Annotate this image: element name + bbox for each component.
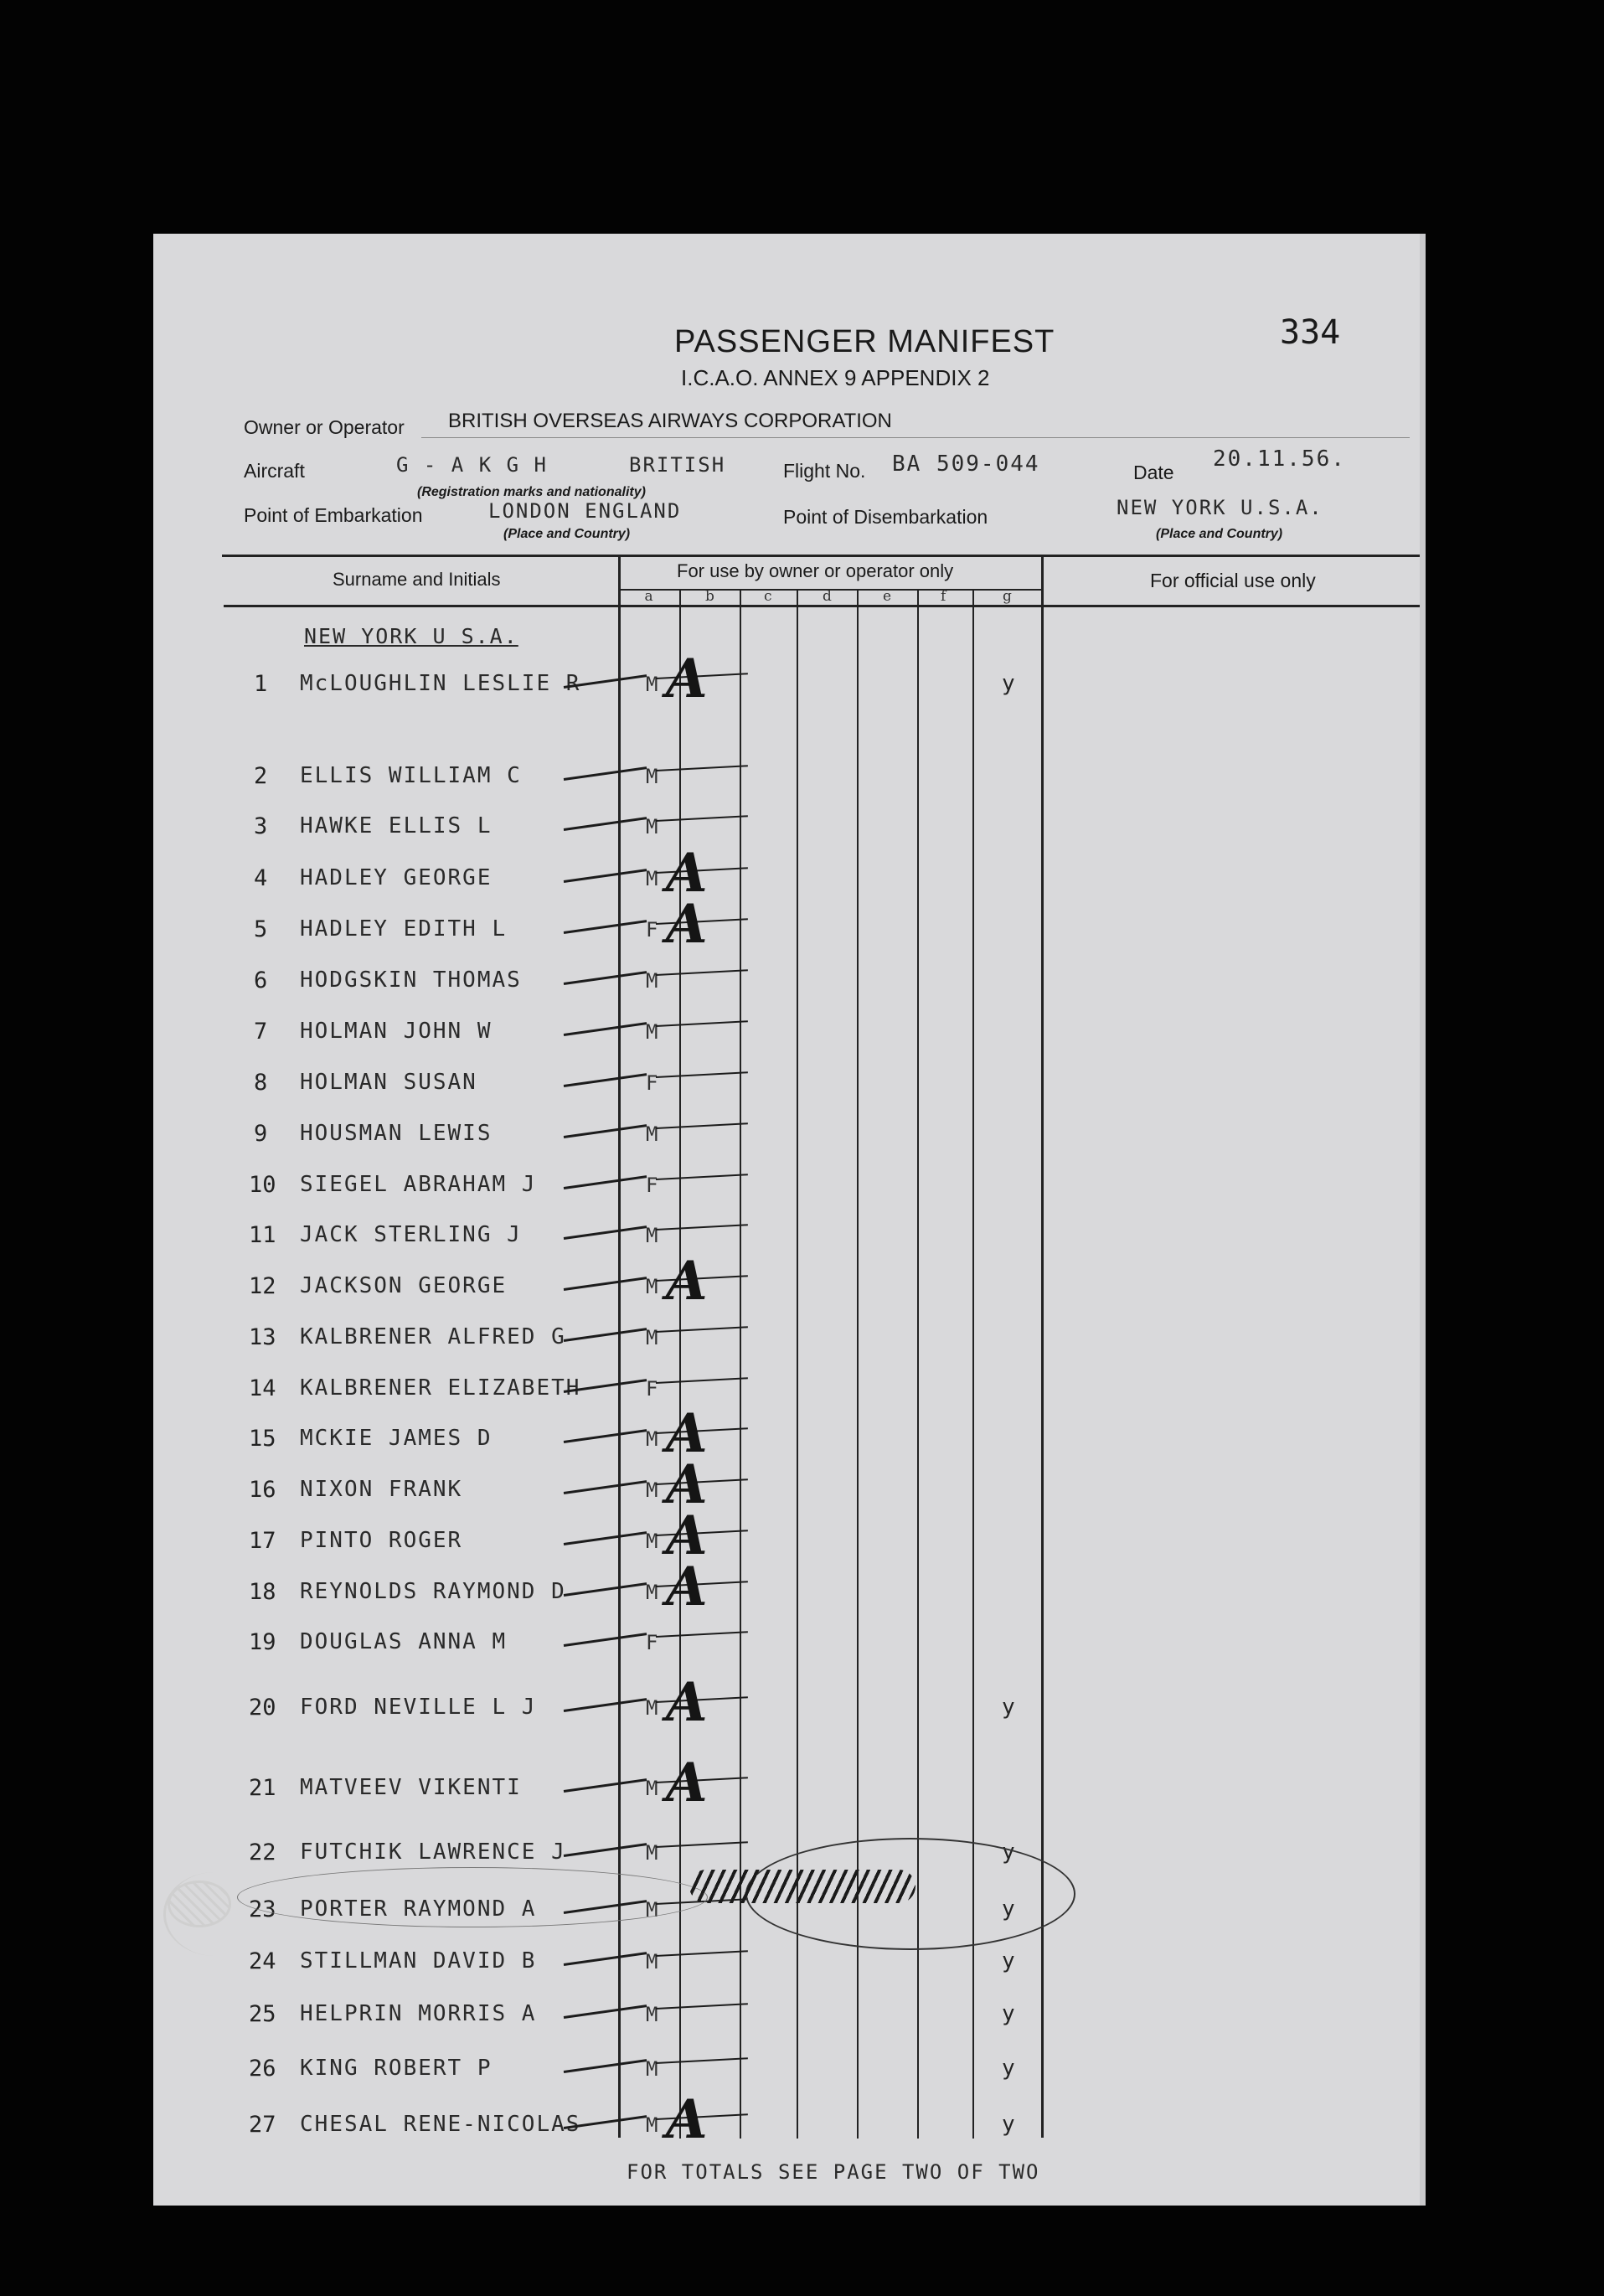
passenger-name: CHESAL RENE-NICOLAS bbox=[300, 2112, 581, 2137]
passenger-name: McLOUGHLIN LESLIE R bbox=[300, 671, 581, 696]
passenger-sex: M bbox=[646, 1581, 658, 1604]
passenger-name: MCKIE JAMES D bbox=[300, 1426, 493, 1451]
tick-stroke bbox=[564, 1698, 647, 1712]
column-stroke bbox=[656, 1950, 748, 1957]
row-number: 27 bbox=[249, 2112, 276, 2138]
table-row bbox=[153, 1556, 1420, 1621]
manifest-sheet bbox=[153, 234, 1420, 2206]
passenger-sex: M bbox=[646, 2057, 658, 2081]
column-stroke bbox=[656, 815, 748, 822]
column-stroke bbox=[656, 1122, 748, 1129]
passenger-name: HOLMAN JOHN W bbox=[300, 1019, 493, 1044]
column-stroke bbox=[656, 1020, 748, 1027]
passenger-sex: F bbox=[646, 1174, 658, 1197]
table-row bbox=[153, 893, 1420, 958]
subcol-header: c bbox=[764, 588, 772, 605]
tick-stroke bbox=[564, 1073, 647, 1087]
column-stroke bbox=[656, 2003, 748, 2010]
column-stroke bbox=[656, 1174, 748, 1180]
table-row bbox=[153, 1019, 1420, 1060]
passenger-name: HOUSMAN LEWIS bbox=[300, 1121, 493, 1146]
passenger-sex: M bbox=[646, 969, 658, 993]
row-number: 11 bbox=[249, 1222, 276, 1248]
column-stroke bbox=[656, 1841, 748, 1848]
owner-value: BRITISH OVERSEAS AIRWAYS CORPORATION bbox=[448, 410, 892, 432]
subcol-header: d bbox=[823, 588, 832, 605]
passenger-name: REYNOLDS RAYMOND D bbox=[300, 1579, 566, 1604]
handwritten-mark: A bbox=[666, 1556, 708, 1618]
passenger-sex: M bbox=[646, 1950, 658, 1974]
subcol-header: a bbox=[644, 588, 653, 605]
tick-stroke bbox=[564, 2004, 647, 2019]
handwritten-mark: A bbox=[666, 842, 708, 905]
table-header-rule bbox=[224, 605, 1420, 607]
col-official-header: For official use only bbox=[1150, 570, 1316, 591]
embarkation-label: Point of Embarkation bbox=[244, 504, 423, 526]
passenger-sex: M bbox=[646, 1898, 658, 1922]
row-number: 18 bbox=[249, 1579, 276, 1605]
row-number: 14 bbox=[249, 1375, 276, 1401]
passenger-name: HELPRIN MORRIS A bbox=[300, 2001, 537, 2026]
tick-stroke bbox=[564, 1277, 647, 1291]
passenger-sex: M bbox=[646, 1777, 658, 1800]
passenger-sex: M bbox=[646, 867, 658, 890]
column-g-value: y bbox=[1002, 2001, 1015, 2026]
date-label: Date bbox=[1133, 462, 1174, 483]
passenger-name: HODGSKIN THOMAS bbox=[300, 967, 522, 993]
handwritten-mark: A bbox=[666, 1453, 708, 1516]
passenger-sex: M bbox=[646, 1478, 658, 1502]
row-number: 20 bbox=[249, 1695, 276, 1721]
passenger-name: KALBRENER ALFRED G bbox=[300, 1324, 566, 1349]
table-row bbox=[153, 1250, 1420, 1315]
handwritten-mark: A bbox=[666, 2088, 708, 2151]
table-top-rule bbox=[222, 555, 1420, 557]
passenger-sex: M bbox=[646, 1427, 658, 1451]
passenger-sex: M bbox=[646, 765, 658, 788]
column-stroke bbox=[656, 1071, 748, 1078]
passenger-name: KING ROBERT P bbox=[300, 2056, 493, 2081]
column-stroke bbox=[656, 765, 748, 771]
tick-stroke bbox=[564, 920, 647, 934]
passenger-sex: F bbox=[646, 1631, 658, 1654]
tick-stroke bbox=[564, 1124, 647, 1138]
passenger-sex: M bbox=[646, 1530, 658, 1553]
column-stroke bbox=[656, 1224, 748, 1231]
column-stroke bbox=[656, 1326, 748, 1333]
table-row bbox=[153, 813, 1420, 855]
table-row bbox=[153, 967, 1420, 1009]
deletion-oval bbox=[237, 1867, 708, 1927]
owner-label: Owner or Operator bbox=[244, 416, 405, 438]
embarkation-value: LONDON ENGLAND bbox=[488, 499, 682, 523]
handwritten-mark: A bbox=[666, 893, 708, 956]
row-number: 8 bbox=[254, 1070, 268, 1096]
nationality-value: BRITISH bbox=[629, 453, 726, 477]
row-number: 7 bbox=[254, 1019, 268, 1045]
table-row bbox=[153, 1671, 1420, 1736]
table-row bbox=[153, 1402, 1420, 1468]
row-number: 3 bbox=[254, 813, 268, 839]
passenger-sex: M bbox=[646, 2113, 658, 2137]
passenger-sex: F bbox=[646, 1377, 658, 1401]
col-surname-header: Surname and Initials bbox=[333, 569, 501, 590]
column-g-value: y bbox=[1002, 1695, 1015, 1720]
subcol-header: f bbox=[941, 588, 946, 605]
table-row bbox=[153, 842, 1420, 907]
passenger-name: JACKSON GEORGE bbox=[300, 1273, 508, 1298]
passenger-sex: M bbox=[646, 2003, 658, 2026]
tick-stroke bbox=[564, 1022, 647, 1036]
row-number: 6 bbox=[254, 967, 268, 993]
passenger-name: STILLMAN DAVID B bbox=[300, 1948, 537, 1974]
registration-note: (Registration marks and nationality) bbox=[417, 485, 646, 499]
aircraft-label: Aircraft bbox=[244, 460, 305, 482]
passenger-name: ELLIS WILLIAM C bbox=[300, 763, 522, 788]
passenger-sex: F bbox=[646, 1071, 658, 1095]
passenger-sex: M bbox=[646, 1122, 658, 1146]
page-title: PASSENGER MANIFEST bbox=[674, 324, 1055, 359]
col-operator-header: For use by owner or operator only bbox=[677, 560, 954, 581]
table-row bbox=[153, 1453, 1420, 1519]
aircraft-value: G - A K G H bbox=[396, 453, 548, 477]
passenger-name: FORD NEVILLE L J bbox=[300, 1695, 537, 1720]
flight-no-value: BA 509-044 bbox=[892, 451, 1040, 477]
handwritten-mark: A bbox=[666, 648, 708, 710]
row-number: 16 bbox=[249, 1477, 276, 1503]
tick-stroke bbox=[564, 1480, 647, 1494]
tick-stroke bbox=[564, 1175, 647, 1189]
tick-stroke bbox=[564, 1633, 647, 1647]
row-number: 1 bbox=[254, 671, 268, 697]
tick-stroke bbox=[564, 1952, 647, 1966]
passenger-name: HOLMAN SUSAN bbox=[300, 1070, 477, 1095]
passenger-name: PORTER RAYMOND A bbox=[300, 1896, 537, 1922]
passenger-sex: M bbox=[646, 1224, 658, 1247]
table-row bbox=[153, 1948, 1420, 1990]
row-number: 19 bbox=[249, 1629, 276, 1655]
row-number: 4 bbox=[254, 865, 268, 891]
column-stroke bbox=[656, 2057, 748, 2064]
page-number: 334 bbox=[1280, 313, 1341, 352]
disembarkation-value: NEW YORK U.S.A. bbox=[1117, 496, 1323, 519]
table-row bbox=[153, 1375, 1420, 1417]
passenger-name: KALBRENER ELIZABETH bbox=[300, 1375, 581, 1401]
passenger-sex: M bbox=[646, 1696, 658, 1720]
owner-rule bbox=[421, 437, 1410, 438]
scribble-mark bbox=[689, 1870, 915, 1903]
passenger-name: SIEGEL ABRAHAM J bbox=[300, 1172, 537, 1197]
row-number: 2 bbox=[254, 763, 268, 789]
subcol-header: b bbox=[705, 588, 714, 605]
row-number: 13 bbox=[249, 1324, 276, 1350]
tick-stroke bbox=[564, 817, 647, 831]
tick-stroke bbox=[564, 2059, 647, 2073]
table-row bbox=[153, 763, 1420, 805]
passenger-name: HADLEY GEORGE bbox=[300, 865, 493, 890]
flight-no-label: Flight No. bbox=[783, 460, 866, 482]
passenger-sex: M bbox=[646, 1326, 658, 1349]
row-number: 26 bbox=[249, 2056, 276, 2082]
table-row bbox=[153, 2088, 1420, 2154]
column-g-value: y bbox=[1002, 671, 1015, 696]
table-row bbox=[153, 1222, 1420, 1264]
table-row bbox=[153, 1504, 1420, 1570]
row-number: 10 bbox=[249, 1172, 276, 1198]
passenger-sex: F bbox=[646, 918, 658, 942]
passenger-name: DOUGLAS ANNA M bbox=[300, 1629, 508, 1654]
row-number: 9 bbox=[254, 1121, 268, 1147]
handwritten-mark: A bbox=[666, 1250, 708, 1313]
table-row bbox=[153, 648, 1420, 713]
handwritten-mark: A bbox=[666, 1402, 708, 1465]
table-row bbox=[153, 1172, 1420, 1214]
passenger-name: NIXON FRANK bbox=[300, 1477, 463, 1502]
tick-stroke bbox=[564, 1582, 647, 1597]
table-row bbox=[153, 1070, 1420, 1112]
page-subtitle: I.C.A.O. ANNEX 9 APPENDIX 2 bbox=[681, 365, 990, 390]
row-number: 22 bbox=[249, 1839, 276, 1865]
passenger-sex: M bbox=[646, 815, 658, 838]
embarkation-place-note: (Place and Country) bbox=[503, 527, 631, 541]
column-g-value: y bbox=[1002, 1948, 1015, 1974]
column-stroke bbox=[656, 1377, 748, 1384]
passenger-name: MATVEEV VIKENTI bbox=[300, 1775, 522, 1800]
handwritten-mark: A bbox=[666, 1752, 708, 1814]
column-g-value: y bbox=[1002, 2056, 1015, 2081]
table-row bbox=[153, 2056, 1420, 2097]
tick-stroke bbox=[564, 971, 647, 985]
row-number: 17 bbox=[249, 1528, 276, 1554]
row-number: 23 bbox=[249, 1896, 276, 1922]
passenger-sex: M bbox=[646, 1275, 658, 1298]
tick-stroke bbox=[564, 1225, 647, 1240]
row-number: 24 bbox=[249, 1948, 276, 1974]
disembarkation-label: Point of Disembarkation bbox=[783, 506, 988, 528]
tick-stroke bbox=[564, 1843, 647, 1857]
subcol-header: e bbox=[883, 588, 892, 605]
row-number: 5 bbox=[254, 916, 268, 942]
table-row bbox=[153, 1629, 1420, 1671]
passenger-name: HAWKE ELLIS L bbox=[300, 813, 493, 838]
row-number: 25 bbox=[249, 2001, 276, 2027]
passenger-sex: M bbox=[646, 673, 658, 696]
table-row bbox=[153, 2001, 1420, 2043]
passenger-name: FUTCHIK LAWRENCE J bbox=[300, 1839, 566, 1865]
footer-note: FOR TOTALS SEE PAGE TWO OF TWO bbox=[627, 2160, 1040, 2184]
column-g-value: y bbox=[1002, 1839, 1015, 1865]
tick-stroke bbox=[564, 1429, 647, 1443]
column-g-value: y bbox=[1002, 1896, 1015, 1922]
passenger-name: HADLEY EDITH L bbox=[300, 916, 508, 942]
tick-stroke bbox=[564, 1328, 647, 1342]
row-number: 12 bbox=[249, 1273, 276, 1299]
handwritten-mark: A bbox=[666, 1671, 708, 1734]
passenger-sex: M bbox=[646, 1020, 658, 1044]
table-row bbox=[153, 1752, 1420, 1817]
passenger-name: PINTO ROGER bbox=[300, 1528, 463, 1553]
disembarkation-place-note: (Place and Country) bbox=[1156, 527, 1283, 541]
tick-stroke bbox=[564, 1778, 647, 1793]
column-g-value: y bbox=[1002, 2112, 1015, 2137]
passenger-sex: M bbox=[646, 1841, 658, 1865]
subcol-header: g bbox=[1003, 588, 1012, 605]
column-stroke bbox=[656, 969, 748, 976]
table-row bbox=[153, 1324, 1420, 1366]
row-number: 21 bbox=[249, 1775, 276, 1801]
row-number: 15 bbox=[249, 1426, 276, 1452]
tick-stroke bbox=[564, 869, 647, 883]
margin-bracket-mark bbox=[163, 1872, 266, 1956]
passenger-name: JACK STERLING J bbox=[300, 1222, 522, 1247]
date-value: 20.11.56. bbox=[1213, 446, 1346, 472]
tick-stroke bbox=[564, 1531, 647, 1545]
handwritten-mark: A bbox=[666, 1504, 708, 1567]
section-heading: NEW YORK U S.A. bbox=[304, 624, 518, 648]
table-row bbox=[153, 1121, 1420, 1163]
column-stroke bbox=[656, 1631, 748, 1638]
tick-stroke bbox=[564, 766, 647, 781]
